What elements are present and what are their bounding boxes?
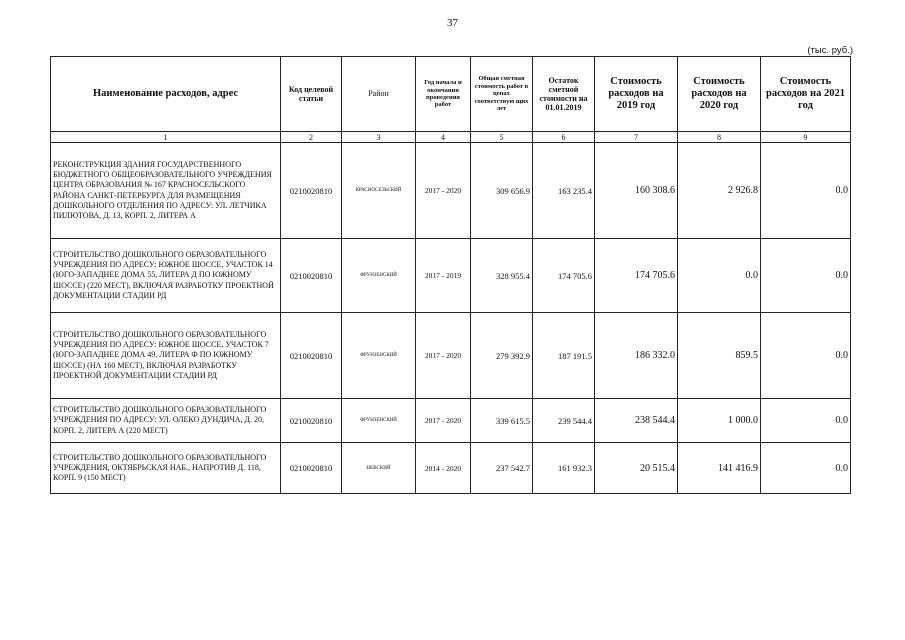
total-cost: 328 955.4 [471,239,533,313]
cost-2020: 1 000.0 [678,399,761,443]
header-total-cost: Общая сметная стоимость работ в ценах соответствую щих лет [471,57,533,132]
target-code: 0210020810 [281,313,342,399]
target-code: 0210020810 [281,239,342,313]
expense-name: РЕКОНСТРУКЦИЯ ЗДАНИЯ ГОСУДАРСТВЕННОГО БЮДЖЕТНОГО ОБЩЕОБРАЗОВАТЕЛЬНОГО УЧРЕЖДЕНИЯ ЦЕНТРА ОБРАЗОВАНИЯ № 167 КРАСНОСЕЛЬСКОГО РАЙОНА САНКТ-ПЕТЕРБУРГА ДЛЯ РАЗМЕЩЕНИЯ ДОШКОЛЬНОГО ОТДЕЛЕНИЯ ПО АДРЕСУ: УЛ. ЛЕТЧИКА ПИЛЮТОВА, Д. 13, КОРП. 2, ЛИТЕРА А [51,143,281,239]
page-number: 37 [447,17,458,29]
column-number: 9 [761,132,851,143]
remaining-cost: 163 235.4 [533,143,595,239]
cost-2019: 186 332.0 [595,313,678,399]
cost-2020: 0.0 [678,239,761,313]
column-number: 7 [595,132,678,143]
cost-2021: 0.0 [761,239,851,313]
header-cost-2020: Стоимость расходов на 2020 год [678,57,761,132]
cost-2021: 0.0 [761,313,851,399]
cost-2019: 160 308.6 [595,143,678,239]
expense-name: СТРОИТЕЛЬСТВО ДОШКОЛЬНОГО ОБРАЗОВАТЕЛЬНОГО УЧРЕЖДЕНИЯ, ОКТЯБРЬСКАЯ НАБ., НАПРОТИВ Д. 118, КОРП. 9 (150 МЕСТ) [51,443,281,494]
expense-name: СТРОИТЕЛЬСТВО ДОШКОЛЬНОГО ОБРАЗОВАТЕЛЬНОГО УЧРЕЖДЕНИЯ ПО АДРЕСУ: ЮЖНОЕ ШОССЕ, УЧАСТОК 14 (ЮГО-ЗАПАДНЕЕ ДОМА 55, ЛИТЕРА Д ПО ЮЖНОМУ ШОССЕ) (220 МЕСТ), ВКЛЮЧАЯ РАЗРАБОТКУ ПРОЕКТНОЙ ДОКУМЕНТАЦИИ СТАДИИ РД [51,239,281,313]
table-row [51,313,851,399]
header-row [51,57,851,132]
total-cost: 279 392.9 [471,313,533,399]
cost-2019: 238 544.4 [595,399,678,443]
table-row [51,143,851,239]
column-number: 8 [678,132,761,143]
district: ФРУНЗЕНСКИЙ [342,239,416,313]
target-code: 0210020810 [281,399,342,443]
target-code: 0210020810 [281,443,342,494]
table-row [51,399,851,443]
header-remaining: Остаток сметной стоимости на 01.01.2019 [533,57,595,132]
expense-name: СТРОИТЕЛЬСТВО ДОШКОЛЬНОГО ОБРАЗОВАТЕЛЬНОГО УЧРЕЖДЕНИЯ ПО АДРЕСУ: ЮЖНОЕ ШОССЕ, УЧАСТОК 7 (ЮГО-ЗАПАДНЕЕ ДОМА 49, ЛИТЕРА Ф ПО ЮЖНОМУ ШОССЕ) (НА 160 МЕСТ), ВКЛЮЧАЯ РАЗРАБОТКУ ПРОЕКТНОЙ ДОКУМЕНТАЦИИ СТАДИИ РД [51,313,281,399]
work-years: 2017 - 2019 [416,239,471,313]
header-code: Код целевой статьи [281,57,342,132]
header-name: Наименование расходов, адрес [51,57,281,132]
header-cost-2019: Стоимость расходов на 2019 год [595,57,678,132]
district: КРАСНОСЕЛЬСКИЙ [342,143,416,239]
total-cost: 237 542.7 [471,443,533,494]
remaining-cost: 161 932.3 [533,443,595,494]
column-number: 5 [471,132,533,143]
target-code: 0210020810 [281,143,342,239]
cost-2021: 0.0 [761,443,851,494]
district: ФРУНЗЕНСКИЙ [342,399,416,443]
budget-table [50,56,851,494]
column-number-row [51,132,851,143]
column-number: 1 [51,132,281,143]
work-years: 2014 - 2020 [416,443,471,494]
column-number: 6 [533,132,595,143]
total-cost: 309 656.9 [471,143,533,239]
remaining-cost: 187 191.5 [533,313,595,399]
header-cost-2021: Стоимость расходов на 2021 год [761,57,851,132]
district: НЕВСКИЙ [342,443,416,494]
column-number: 3 [342,132,416,143]
work-years: 2017 - 2020 [416,143,471,239]
remaining-cost: 174 705.6 [533,239,595,313]
header-district: Район [342,57,416,132]
cost-2019: 174 705.6 [595,239,678,313]
cost-2021: 0.0 [761,143,851,239]
cost-2021: 0.0 [761,399,851,443]
remaining-cost: 239 544.4 [533,399,595,443]
cost-2020: 2 926.8 [678,143,761,239]
cost-2020: 859.5 [678,313,761,399]
cost-2019: 20 515.4 [595,443,678,494]
header-years: Год начала и окончания проведения работ [416,57,471,132]
district: ФРУНЗЕНСКИЙ [342,313,416,399]
table-row [51,239,851,313]
column-number: 4 [416,132,471,143]
table-row [51,443,851,494]
total-cost: 339 615.5 [471,399,533,443]
column-number: 2 [281,132,342,143]
expense-name: СТРОИТЕЛЬСТВО ДОШКОЛЬНОГО ОБРАЗОВАТЕЛЬНОГО УЧРЕЖДЕНИЯ ПО АДРЕСУ: УЛ. ОЛЕКО ДУНДИЧА, Д. 20, КОРП. 2, ЛИТЕРА А (220 МЕСТ) [51,399,281,443]
work-years: 2017 - 2020 [416,399,471,443]
cost-2020: 141 416.9 [678,443,761,494]
units-note: (тыс. руб.) [807,45,853,56]
work-years: 2017 - 2020 [416,313,471,399]
